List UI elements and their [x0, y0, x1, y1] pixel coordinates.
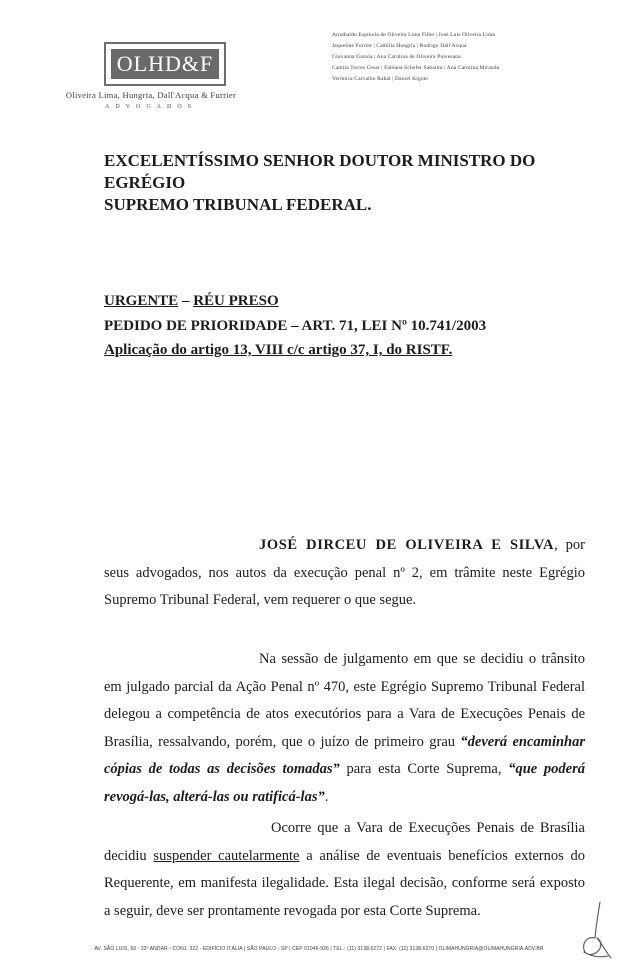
paragraph-text: Na sessão de julgamento em que se decidiu o trânsito em julgado parcial da Ação Penal nº 470, este Egrégio Supremo Tribunal Federal delegou a competência de atos executórios para a Vara de Execuções Penais de Brasília, ressalvando, porém, que o juízo de primeiro grau — [104, 651, 585, 750]
party-name: JOSÉ DIRCEU DE OLIVEIRA E SILVA — [259, 537, 555, 553]
addressee-line: SUPREMO TRIBUNAL FEDERAL. — [104, 195, 372, 214]
paragraph-text: a análise de eventuais benefícios externos do Requerente, em manifesta ilegalidade. Esta ilegal decisão, conforme será exposto a seguir, deve ser prontamente revogada por esta Corte Suprema. — [104, 847, 586, 919]
partners-line: Camila Torres Cesar | Fabiana Schefer Sabatini | Ana Carolina Miranda — [332, 65, 500, 71]
heading-dash: – — [178, 293, 194, 309]
firm-subtitle: ADVOGADOS — [104, 104, 197, 110]
logo-text: OLHD&F — [111, 49, 219, 79]
partners-line: Verônica Carvalho Rahal | Daniel Kignel — [332, 76, 428, 82]
paragraph-decision — [104, 815, 585, 925]
addressee — [104, 150, 584, 216]
application-heading: Aplicação do artigo 13, VIII c/c artigo 37, I, do RISTF. — [104, 342, 453, 358]
footer-address: AV. SÃO LUIS, 50 - 32º ANDAR - CONJ. 322 - EDIFÍCIO ITÁLIA | SÃO PAULO - SP | CEP 01046-926 | TEL.: (11) 3138.6272 | FAX: (11) 3138.6270 | OLIMAHUNGRIA@OLIMAHUNGRIA.ADV.BR — [94, 946, 544, 952]
urgente-label: URGENTE — [104, 293, 179, 309]
quote-revoke: “que poderá revogá-las, alterá-las ou ratificá-las” — [104, 761, 585, 805]
partners-list — [332, 30, 632, 85]
partners-line: Giovanna Gazola | Ana Carolina de Oliveira Piovesana — [332, 54, 461, 60]
paragraph-background — [104, 646, 585, 811]
firm-name: Oliveira Lima, Hungria, Dall'Acqua & Furrier — [65, 90, 237, 100]
reu-preso-label: RÉU PRESO — [193, 293, 279, 309]
partners-line: Jaqueline Furrier | Camilla Hungria | Rodrigo Dall'Acqua — [332, 43, 467, 49]
priority-heading: PEDIDO DE PRIORIDADE – ART. 71, LEI Nº 10.741/2003 — [104, 318, 487, 334]
paragraph-text: , por seus advogados, nos autos da execução penal nº 2, em trâmite neste Egrégio Supremo Tribunal Federal, vem requerer o que segue. — [104, 537, 585, 608]
paragraph-text: para esta Corte Suprema, — [339, 761, 509, 777]
paragraph-text: Ocorre que a Vara de Execuções Penais de Brasília decidiu — [104, 820, 585, 864]
urgency-heading — [104, 293, 584, 310]
paragraph-text: . — [324, 788, 329, 805]
partners-line: Arnobaldo Espínola de Oliveira Lima Filho | José Luis Oliveira Lima — [332, 32, 495, 38]
paragraph-request — [104, 532, 585, 615]
underlined-phrase: suspender cautelarmente — [153, 847, 300, 864]
addressee-line: EXCELENTÍSSIMO SENHOR DOUTOR MINISTRO DO EGRÉGIO — [104, 151, 536, 192]
firm-logo — [104, 42, 226, 86]
quote-copies: “deverá encaminhar cópias de todas as decisões tomadas” — [104, 733, 585, 777]
signature-initial — [578, 900, 614, 962]
